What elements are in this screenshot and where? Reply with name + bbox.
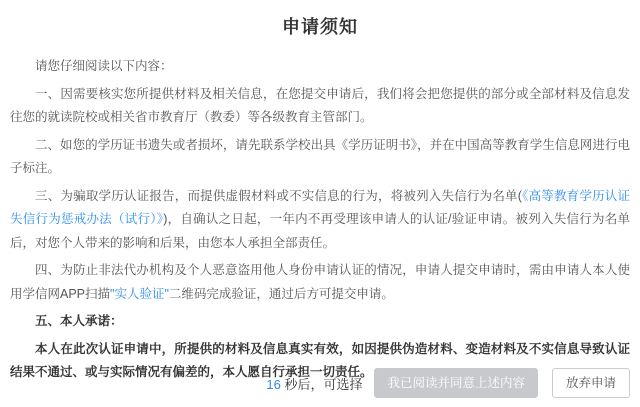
notice-item-4-text-before: 四、为防止非法代办机构及个人恶意盗用他人身份申请认证的情况，申请人提交申请时，需由申请人本人使用学信网APP扫描 bbox=[10, 263, 630, 301]
footer-action-bar bbox=[266, 368, 630, 398]
page-title: 申请须知 bbox=[282, 17, 358, 37]
notice-item-5-heading: 五、本人承诺： bbox=[35, 314, 123, 328]
notice-item-2: 二、如您的学历证书遗失或者损坏，请先联系学校出具《学历证明书》，并在中国高等教育学生信息网进行电子标注。 bbox=[10, 137, 630, 175]
notice-item-4-text-after: 二维码完成验证，通过后方可提交申请。 bbox=[168, 286, 394, 301]
countdown-suffix: 秒后，可选择 bbox=[280, 376, 363, 392]
notice-content bbox=[0, 55, 640, 385]
credential-dishonesty-measures-link[interactable]: 《高等教育学历认证失信行为惩戒办法（试行）》 bbox=[10, 188, 630, 226]
notice-promise-text: 本人在此次认证申请中，所提供的材料及信息真实有效，如因提供伪造材料、变造材料及不实信息导致认证结果不通过、或与实际情况有偏差的，本人愿自行承担一切责任。 bbox=[10, 341, 630, 379]
notice-item-4 bbox=[10, 259, 630, 306]
abandon-button[interactable]: 放弃申请 bbox=[552, 368, 630, 398]
countdown-number: 16 bbox=[266, 376, 281, 392]
countdown-text bbox=[266, 374, 362, 393]
notice-item-3-text-before: 三、为骗取学历认证报告，而提供虚假材料或不实信息的行为，将被列入失信行为名单( bbox=[35, 188, 522, 203]
notice-intro: 请您仔细阅读以下内容： bbox=[35, 59, 173, 73]
notice-item-1: 一、因需要核实您所提供材料及相关信息，在您提交申请后，我们将会把您提供的部分或全部材料及信息发往您的就读院校或相关省市教育厅（教委）等各级教育主管部门。 bbox=[10, 86, 630, 124]
notice-item-3-text-after: )，自确认之日起，一年内不再受理该申请人的认证/验证申请。被列入失信行为名单后，对您个人带来的影响和后果，由您本人承担全部责任。 bbox=[10, 212, 630, 250]
notice-item-3 bbox=[10, 185, 630, 256]
agree-button[interactable]: 我已阅读并同意上述内容 bbox=[374, 368, 538, 398]
real-person-verification-link[interactable]: "实人验证" bbox=[110, 286, 169, 301]
